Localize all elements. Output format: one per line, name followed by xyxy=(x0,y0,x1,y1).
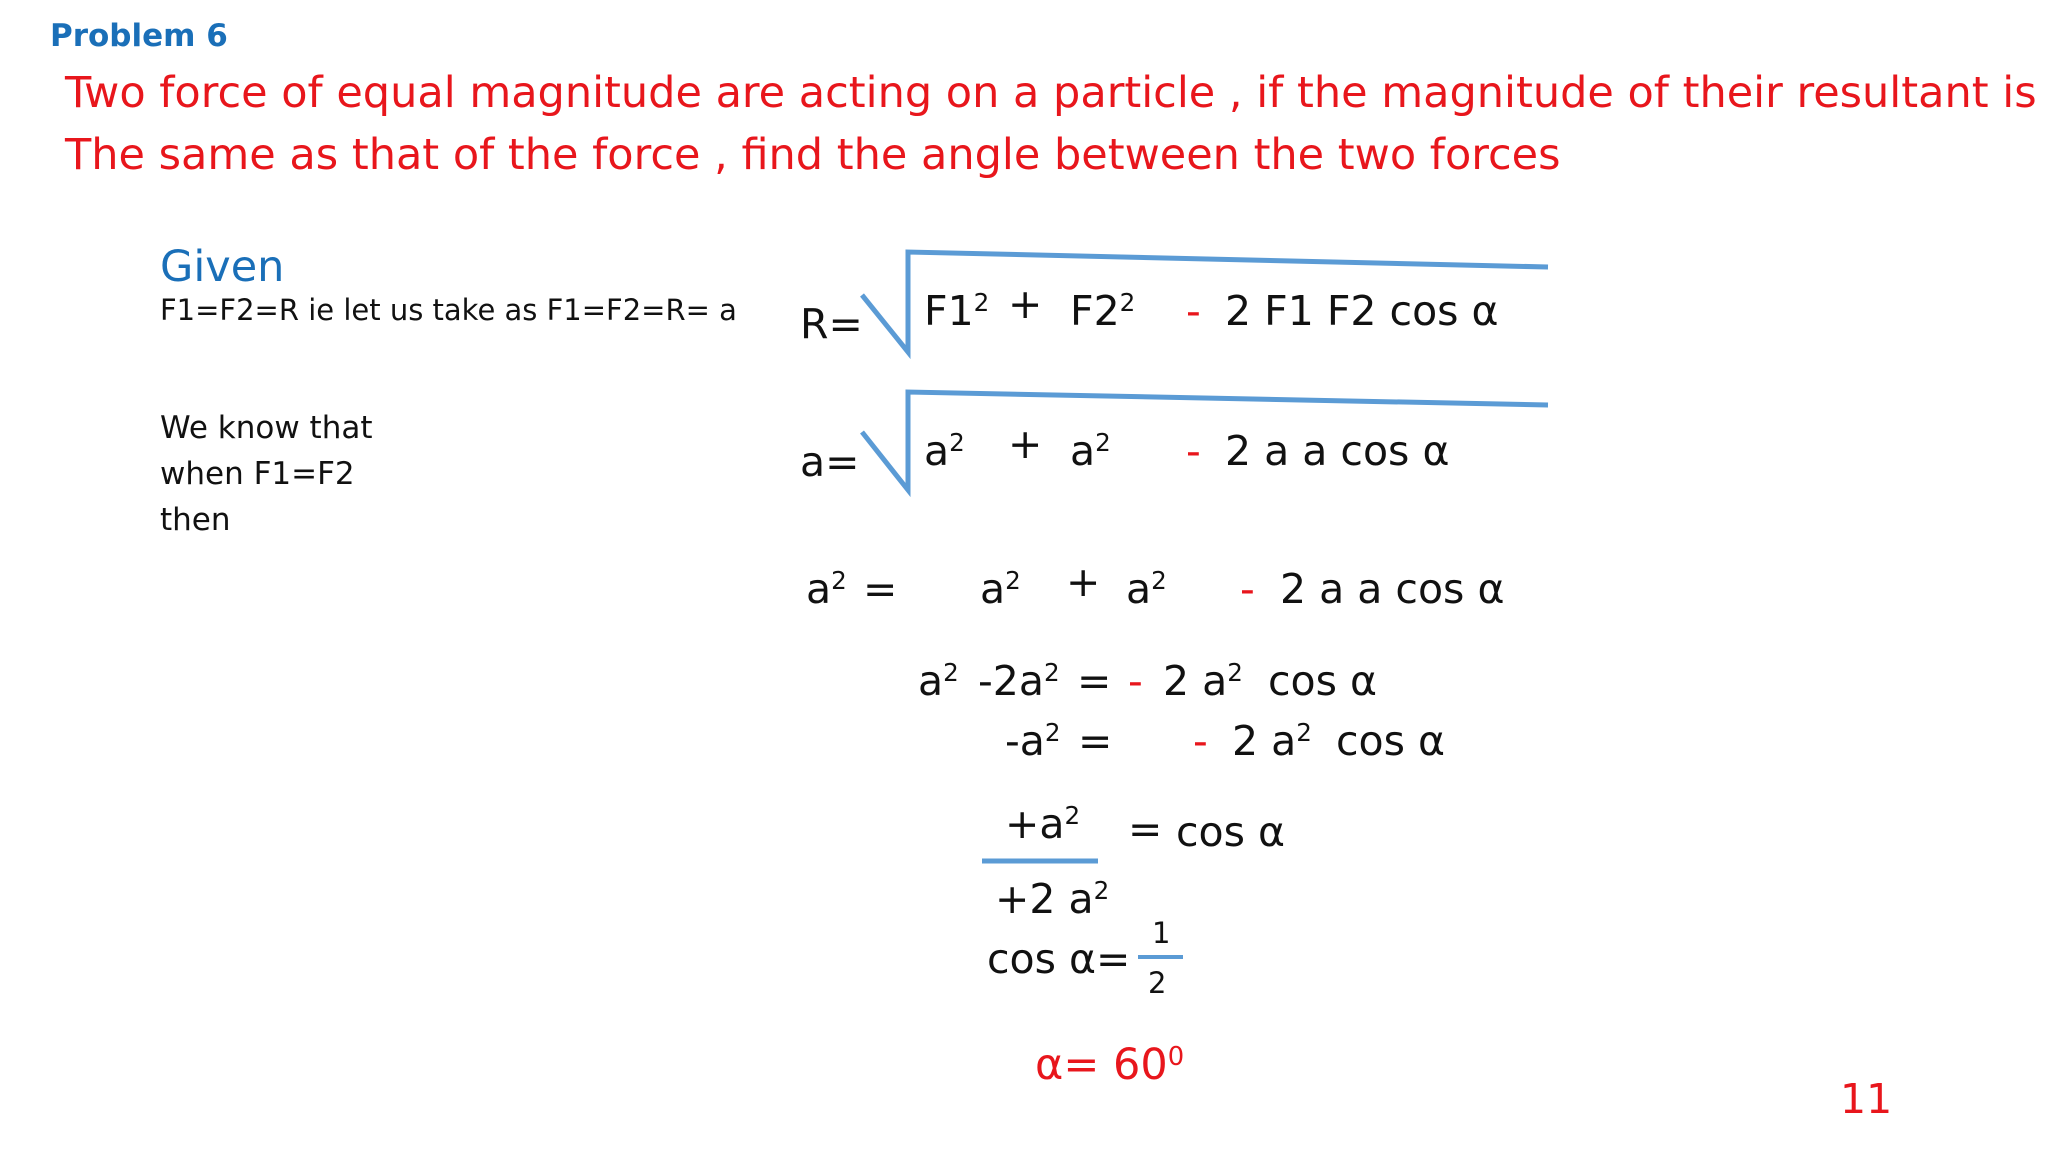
eq3-plus: + xyxy=(1066,558,1101,606)
eq6-numerator: $+a^2$ xyxy=(1005,800,1081,848)
we-know-line-3: then xyxy=(160,502,231,538)
eq6-denominator: +2 $a^2$ xyxy=(995,875,1110,923)
eq5-minus: - xyxy=(1193,717,1208,765)
eq4-term-c: 2 $a^2$ xyxy=(1163,657,1243,705)
problem-statement-line-1: Two force of equal magnitude are acting on a particle , if the magnitude of their resultant is xyxy=(65,68,2037,118)
eq6-equals: = xyxy=(1128,805,1163,853)
eq3-equals: = xyxy=(863,565,898,613)
eq1-lhs: R= xyxy=(800,300,863,348)
eq1-minus: - xyxy=(1186,287,1201,335)
final-answer: $\alpha= 60^0$ xyxy=(1035,1040,1185,1090)
problem-heading: Problem 6 xyxy=(50,18,228,54)
eq5-rest: cos α xyxy=(1336,717,1446,765)
eq3-term-2: $a^2$ xyxy=(1126,565,1167,613)
eq2-plus: + xyxy=(1008,420,1043,468)
eq1-plus: + xyxy=(1008,280,1043,328)
eq6-rhs: cos α xyxy=(1176,808,1286,856)
problem-statement-line-2: The same as that of the force , find the angle between the two forces xyxy=(65,130,1561,180)
eq3-lhs: $a^2$ xyxy=(806,565,847,613)
eq2-term-2: $a^2$ xyxy=(1070,427,1111,475)
eq5-equals: = xyxy=(1078,717,1113,765)
eq3-term-1: $a^2$ xyxy=(980,565,1021,613)
eq1-term-1: $F1^2$ xyxy=(924,287,990,335)
eq4-term-a: $a^2$ xyxy=(918,657,959,705)
eq1-term-2: $F2^2$ xyxy=(1070,287,1136,335)
eq4-equals: = xyxy=(1077,657,1112,705)
eq4-minus: - xyxy=(1128,657,1143,705)
we-know-line-1: We know that xyxy=(160,410,373,446)
eq7-numerator: 1 xyxy=(1152,916,1171,950)
page-number: 11 xyxy=(1840,1075,1893,1123)
we-know-line-2: when F1=F2 xyxy=(160,456,355,492)
eq3-minus: - xyxy=(1240,565,1255,613)
eq1-rest: 2 F1 F2 cos α xyxy=(1225,287,1499,335)
eq4-rest: cos α xyxy=(1268,657,1378,705)
eq3-rest: 2 a a cos α xyxy=(1280,565,1505,613)
eq2-rest: 2 a a cos α xyxy=(1225,427,1450,475)
given-text: F1=F2=R ie let us take as F1=F2=R= a xyxy=(160,293,737,327)
eq5-term-a: $-a^2$ xyxy=(1005,717,1061,765)
given-heading: Given xyxy=(160,242,285,292)
eq7-denominator: 2 xyxy=(1148,966,1167,1000)
eq2-term-1: $a^2$ xyxy=(924,427,965,475)
eq4-term-b: $-2a^2$ xyxy=(978,657,1060,705)
eq7-lhs: cos α= xyxy=(987,935,1131,983)
eq5-term-c: 2 $a^2$ xyxy=(1232,717,1312,765)
eq2-lhs: a= xyxy=(800,438,860,486)
eq2-minus: - xyxy=(1186,427,1201,475)
